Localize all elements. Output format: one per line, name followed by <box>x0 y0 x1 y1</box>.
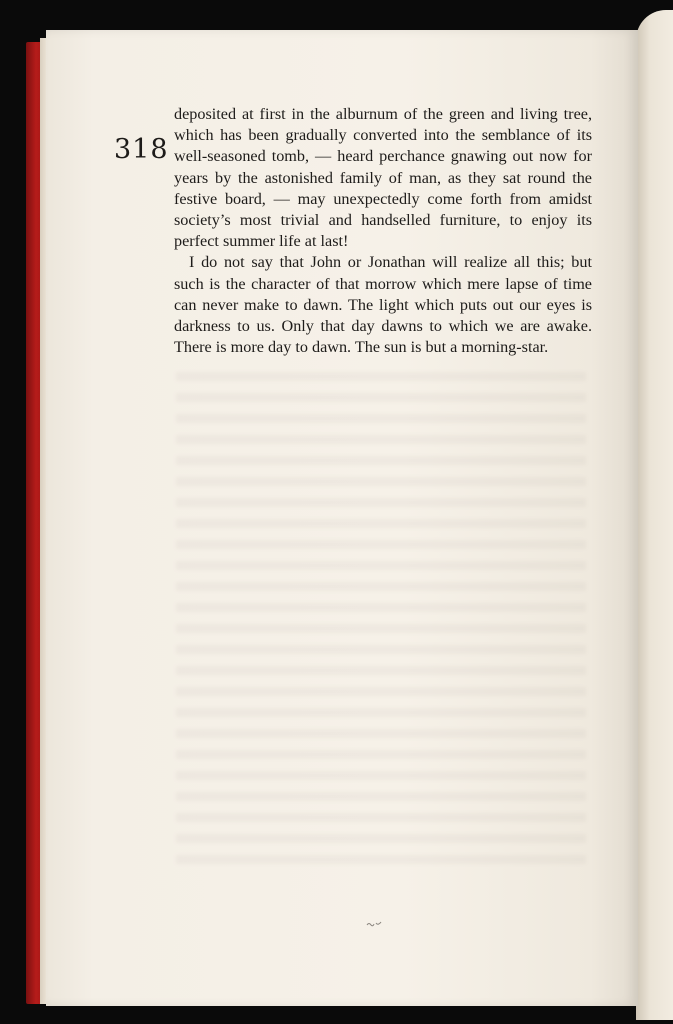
facing-page-edge <box>636 10 673 1020</box>
text-line: years by the astonished family of man, as they sat round the <box>174 168 592 187</box>
paragraph-2 <box>174 252 592 358</box>
text-line: I do not say that John or Jonathan will realize all this; but <box>189 253 592 272</box>
body-text <box>174 104 592 358</box>
text-line: well-seasoned tomb, — heard perchance gnawing out now for <box>174 147 592 166</box>
text-line: such is the character of that morrow which mere lapse of time <box>174 274 592 293</box>
text-line: society’s most trivial and handselled furniture, to enjoy its <box>174 211 592 230</box>
page-number: 318 <box>114 134 169 165</box>
text-line: which has been gradually converted into the semblance of its <box>174 126 592 145</box>
text-line: darkness to us. Only that day dawns to which we are awake. <box>174 317 592 336</box>
text-line: There is more day to dawn. The sun is but a morning-star. <box>174 338 549 357</box>
text-line: festive board, — may unexpectedly come forth from amidst <box>174 189 592 208</box>
text-line: can never make to dawn. The light which puts out our eyes is <box>174 295 592 314</box>
show-through-text <box>176 372 586 872</box>
text-line: perfect summer life at last! <box>174 232 349 251</box>
ink-smudge-mark <box>366 920 382 928</box>
paragraph-1 <box>174 104 592 252</box>
text-line: deposited at first in the alburnum of the green and living tree, <box>174 105 592 123</box>
